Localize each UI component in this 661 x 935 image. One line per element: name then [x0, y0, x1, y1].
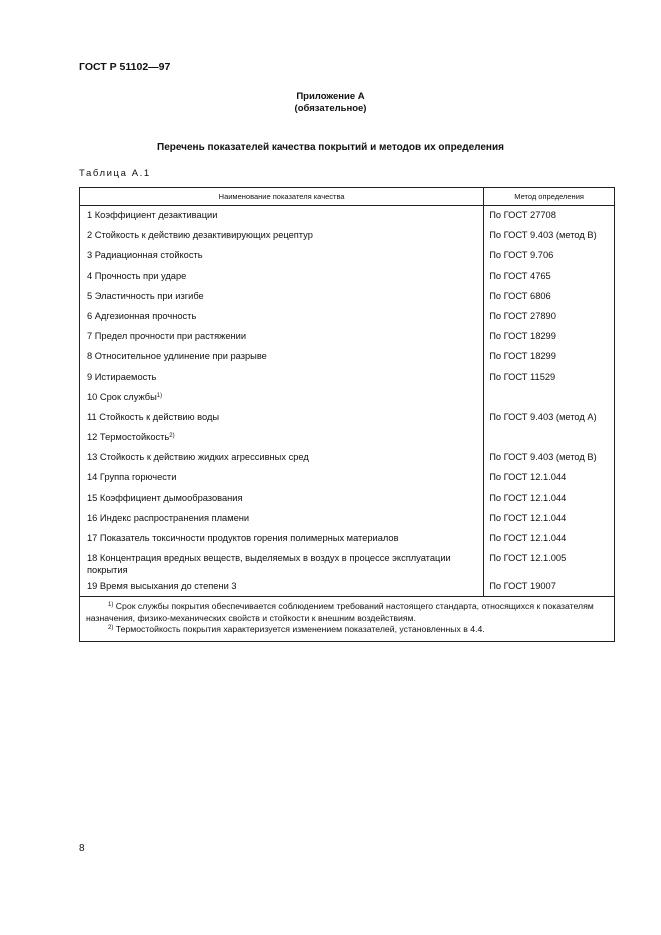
indicator-name: 16 Индекс распространения пламени — [80, 509, 484, 529]
indicator-name: 4 Прочность при ударе — [80, 267, 484, 287]
table-label: Таблица А.1 — [79, 168, 151, 179]
table-row — [80, 577, 615, 597]
indicator-name: 11 Стойкость к действию воды — [80, 408, 484, 428]
appendix-title: Приложение А — [296, 91, 365, 102]
method-cell: По ГОСТ 18299 — [484, 347, 615, 367]
method-cell: По ГОСТ 6806 — [484, 287, 615, 307]
method-cell: По ГОСТ 19007 — [484, 577, 615, 597]
indicator-name: 14 Группа горючести — [80, 468, 484, 488]
method-cell: По ГОСТ 9.706 — [484, 246, 615, 266]
method-cell: По ГОСТ 4765 — [484, 267, 615, 287]
method-cell: По ГОСТ 9.403 (метод В) — [484, 448, 615, 468]
footnote-text: Срок службы покрытия обеспечивается соблюдением требований настоящего стандарта, относящихся к показателям назначения, физико-механических свойств и стойкости к внешним воздействиям. — [86, 601, 594, 623]
column-header-name: Наименование показателя качества — [80, 188, 484, 206]
method-cell: По ГОСТ 12.1.005 — [484, 549, 615, 577]
table-row — [80, 428, 615, 448]
column-header-method: Метод определения — [484, 188, 615, 206]
indicator-name: 6 Адгезионная прочность — [80, 307, 484, 327]
footnote-ref: 1) — [156, 392, 163, 399]
table-header-row — [80, 188, 615, 206]
table-row — [80, 246, 615, 266]
appendix-heading — [0, 91, 661, 115]
table-row — [80, 287, 615, 307]
table-row — [80, 388, 615, 408]
indicator-name: 17 Показатель токсичности продуктов горения полимерных материалов — [80, 529, 484, 549]
indicator-name: 3 Радиационная стойкость — [80, 246, 484, 266]
indicator-name: 15 Коэффициент дымообразования — [80, 489, 484, 509]
method-cell: По ГОСТ 12.1.044 — [484, 529, 615, 549]
page-number: 8 — [79, 843, 85, 854]
table-row — [80, 448, 615, 468]
indicator-name: 8 Относительное удлинение при разрыве — [80, 347, 484, 367]
footnotes-cell — [80, 597, 615, 642]
method-cell — [484, 388, 615, 408]
footnote-mark: 2) — [108, 625, 114, 632]
document-code: ГОСТ Р 51102—97 — [79, 61, 171, 73]
indicator-name: 5 Эластичность при изгибе — [80, 287, 484, 307]
table-row — [80, 468, 615, 488]
method-cell: По ГОСТ 27890 — [484, 307, 615, 327]
method-cell: По ГОСТ 9.403 (метод А) — [484, 408, 615, 428]
method-cell: По ГОСТ 9.403 (метод В) — [484, 226, 615, 246]
table-row — [80, 529, 615, 549]
indicator-name: 1 Коэффициент дезактивации — [80, 206, 484, 227]
method-cell: По ГОСТ 12.1.044 — [484, 489, 615, 509]
method-cell — [484, 428, 615, 448]
footnote — [86, 624, 608, 636]
table-row — [80, 267, 615, 287]
indicator-name — [80, 428, 484, 448]
indicator-name: 19 Время высыхания до степени 3 — [80, 577, 484, 597]
indicator-name: 2 Стойкость к действию дезактивирующих рецептур — [80, 226, 484, 246]
method-cell: По ГОСТ 11529 — [484, 368, 615, 388]
table-row — [80, 489, 615, 509]
indicator-name: 13 Стойкость к действию жидких агрессивных сред — [80, 448, 484, 468]
table-row — [80, 509, 615, 529]
indicator-name: 7 Предел прочности при растяжении — [80, 327, 484, 347]
method-cell: По ГОСТ 12.1.044 — [484, 509, 615, 529]
footnote-mark: 1) — [108, 602, 114, 609]
method-cell: По ГОСТ 12.1.044 — [484, 468, 615, 488]
footnotes-row — [80, 597, 615, 642]
list-title: Перечень показателей качества покрытий и методов их определения — [157, 142, 504, 153]
method-cell: По ГОСТ 18299 — [484, 327, 615, 347]
indicator-name: 18 Концентрация вредных веществ, выделяемых в воздух в процессе эксплуатации покрытия — [80, 549, 484, 577]
indicator-name: 9 Истираемость — [80, 368, 484, 388]
table-row — [80, 549, 615, 577]
table-row — [80, 307, 615, 327]
table-row — [80, 408, 615, 428]
table-row — [80, 368, 615, 388]
table-row — [80, 347, 615, 367]
table-row — [80, 206, 615, 227]
table-row — [80, 327, 615, 347]
table-row — [80, 226, 615, 246]
quality-indicators-table — [79, 187, 615, 642]
appendix-subtitle: (обязательное) — [294, 103, 367, 114]
footnote-text: Термостойкость покрытия характеризуется изменением показателей, установленных в 4.4. — [115, 624, 485, 635]
method-cell: По ГОСТ 27708 — [484, 206, 615, 227]
indicator-name-text: 10 Срок службы — [87, 391, 157, 402]
indicator-name-text: 12 Термостойкость — [87, 432, 170, 443]
footnote — [86, 601, 608, 624]
footnote-ref: 2) — [169, 433, 175, 440]
indicator-name — [80, 388, 484, 408]
